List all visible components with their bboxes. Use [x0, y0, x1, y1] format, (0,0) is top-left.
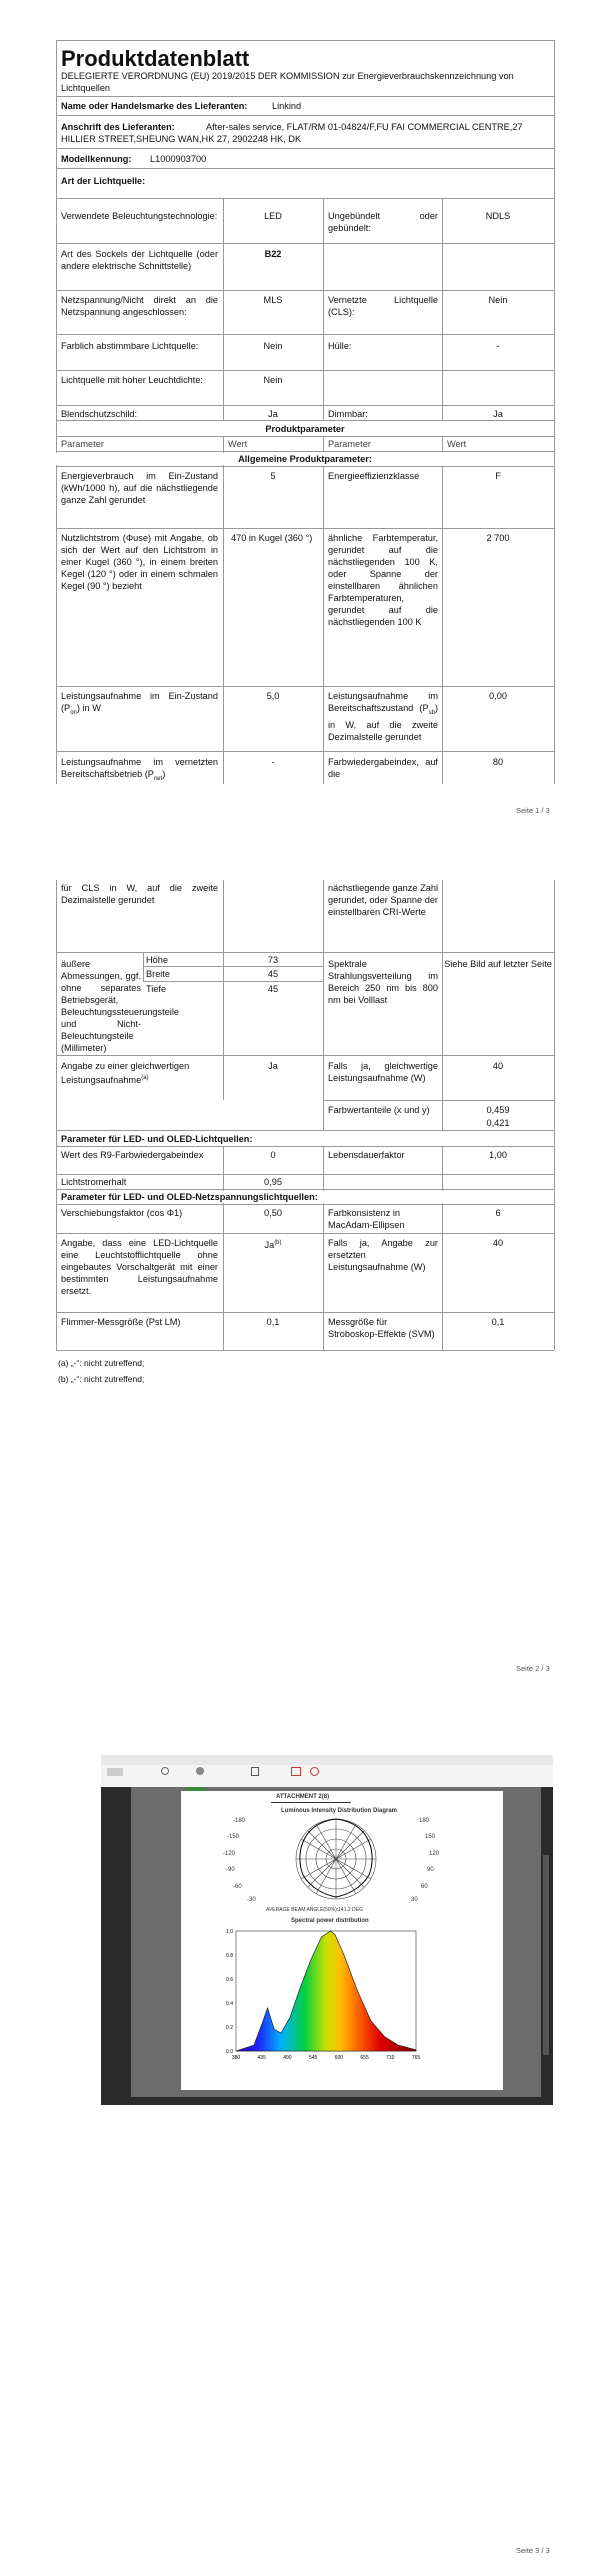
spd-y-tick: 0.2: [226, 2025, 233, 2031]
efficiency-value: F: [495, 471, 501, 481]
supplier-address: After-sales service, FLAT/RM 01-04824/F,FU FAI COMMERCIAL CENTRE,27 HILLIER STREET,SHEUNG WAN,HK 27, 2902248 HK, DK: [61, 122, 523, 144]
row-envelope-label: Hülle:: [328, 341, 352, 351]
spd-title: Spectral power distribution: [291, 1918, 369, 1924]
spd-x-tick: 710: [386, 2055, 395, 2061]
datasheet-page-1: [0, 0, 603, 836]
zoom-icon: [310, 1767, 319, 1776]
chroma-x: 0,459: [486, 1105, 510, 1115]
footnote-a: (a) „-“: nicht zutreffend;: [58, 1358, 145, 1368]
table-border-right: [554, 40, 555, 784]
strobo-label: Messgröße für Stroboskop-Effekte (SVM): [328, 1317, 435, 1339]
polar-left-tick-5: -30: [247, 1897, 256, 1903]
dims-label: äußere Abmessungen, ggf. ohne separates Betriebsgerät, Beleuchtungssteuerungsteile und Nicht-Beleuchtungsteile (Millimeter): [61, 959, 179, 1053]
col-parameter-1: Parameter: [61, 439, 104, 449]
light-type-header: Art der Lichtquelle:: [61, 176, 146, 186]
dim-depth-label: Tiefe: [146, 984, 167, 994]
page-title: Produktdatenblatt: [61, 46, 250, 71]
spd-x-tick: 435: [257, 2055, 266, 2061]
viewer-scrollbar[interactable]: [543, 1855, 549, 2055]
cri-label: Farbwiedergabeindex, auf die: [328, 757, 438, 779]
net-standby-label: Leistungsaufnahme im vernetzten Bereitschaftsbetrieb $(P_{net})$: [61, 757, 218, 782]
row-high-luminance-label: Lichtquelle mit hoher Leuchtdichte:: [61, 375, 203, 385]
lumen-label: Nutzlichtstrom (Φuse) mit Angabe, ob sich der Wert auf den Lichtstrom in einer Kugel (360 °), in einem breiten Kegel (120 °) oder in einem schmalen Kegel (90 °) bezieht: [61, 533, 218, 591]
spectral-value: Siehe Bild auf letzter Seite: [444, 959, 552, 969]
row-cls-label: Vernetzte Lichtquelle (CLS):: [328, 295, 438, 317]
datasheet-page-2: [0, 870, 603, 1690]
fluor-value: Ja$^{(b)}$: [264, 1240, 282, 1251]
spd-y-tick: 0.0: [226, 2049, 233, 2055]
dim-depth-value: 45: [267, 984, 279, 994]
row-socket-label: Art des Sockels der Lichtquelle (oder andere elektrische Schnittstelle): [61, 249, 218, 271]
equiv-label: Angabe zu einer gleichwertigen Leistungsaufnahme$^{(a)}$: [61, 1061, 190, 1086]
chroma-y: 0,421: [486, 1118, 510, 1128]
product-params-header: Produktparameter: [265, 424, 345, 434]
search-icon: [161, 1767, 169, 1775]
attachment-document: [181, 1791, 503, 2090]
col-parameter-2: Parameter: [328, 439, 371, 449]
power-on-label: Leistungsaufnahme im Ein-Zustand $(P_{on})$ in W: [61, 691, 218, 716]
row-glare-label: Blendschutzschild:: [61, 409, 138, 419]
efficiency-label: Energieeffizienzklasse: [328, 471, 420, 481]
polar-diagram: [251, 1815, 421, 1907]
cri-cont: nächstliegende ganze Zahl gerundet, oder Spanne der einstellbaren CRI-Werte: [328, 883, 438, 917]
page-number-3: Seite 3 / 3: [516, 2546, 550, 2555]
polar-left-tick-2: -120: [223, 1851, 236, 1857]
spd-y-tick: 1.0: [226, 1929, 233, 1935]
row-high-luminance-value: Nein: [263, 375, 283, 385]
cct-value: 2 700: [486, 533, 510, 543]
replace-value: 40: [492, 1238, 504, 1248]
polar-left-tick-1: -150: [227, 1834, 240, 1840]
page-number-1: Seite 1 / 3: [516, 806, 550, 815]
row-glare-value: Ja: [268, 409, 278, 419]
spd-y-tick: 0.6: [226, 1977, 233, 1983]
fluor-label: Angabe, dass eine LED-Lichtquelle eine Leuchtstofflichtquelle ohne eingebautes Vorschaltgerät mit einer bestimmten Leistungsaufnahme ersetzt.: [61, 1238, 218, 1296]
replace-label: Falls ja, Angabe zur ersetzten Leistungsaufnahme (W): [328, 1238, 438, 1272]
row-tunable-value: Nein: [263, 341, 283, 351]
standby-value: 0,00: [489, 691, 507, 701]
spd-y-tick: 0.4: [226, 2001, 233, 2007]
supplier-name-label: Name oder Handelsmarke des Lieferanten:: [61, 101, 248, 111]
dim-height-label: Höhe: [146, 955, 168, 965]
polar-right-tick-4: 60: [421, 1884, 428, 1890]
led-params-header: Parameter für LED- und OLED-Lichtquellen:: [61, 1134, 253, 1144]
r9-value: 0: [270, 1150, 276, 1160]
row-directional-label: Ungebündelt oder gebündelt:: [328, 211, 438, 233]
polar-caption: AVERAGE BEAM ANGLE(50%):141.2 DEG: [266, 1907, 363, 1913]
standby-label: Leistungsaufnahme im Bereitschaftszustand $(P_{sb})$ in W, auf die zweite Dezimalstelle gerundet: [328, 691, 438, 742]
cri-value: 80: [492, 757, 504, 767]
pf-value: 0,50: [264, 1208, 282, 1218]
row-mains-label: Netzspannung/Nicht direkt an die Netzspannung angeschlossen:: [61, 295, 218, 317]
dim-height-value: 73: [267, 955, 279, 965]
row-tech-label: Verwendete Beleuchtungstechnologie:: [61, 211, 218, 221]
power-on-value: 5,0: [266, 691, 280, 701]
col-value-1: Wert: [228, 439, 248, 449]
row-tech-value: LED: [264, 211, 282, 221]
life-label: Lebensdauerfaktor: [328, 1150, 405, 1160]
polar-right-tick-2: 120: [429, 1851, 440, 1857]
model-label: Modellkennung:: [61, 154, 132, 164]
supplier-address-label: Anschrift des Lieferanten:: [61, 122, 175, 132]
page-icon: [251, 1767, 259, 1776]
attachment-title: ATTACHMENT 2(8): [276, 1794, 330, 1800]
polar-right-tick-3: 90: [427, 1867, 434, 1873]
moon-icon: [196, 1767, 204, 1775]
regulation-text: DELEGIERTE VERORDNUNG (EU) 2019/2015 DER KOMMISSION zur Energieverbrauchskennzeichnung von Lichtquellen: [61, 71, 514, 93]
row-envelope-value: -: [496, 341, 500, 351]
strobo-value: 0,1: [491, 1317, 505, 1327]
page-number-2: Seite 2 / 3: [516, 1664, 550, 1673]
polar-right-tick-5: 30: [411, 1897, 418, 1903]
embedded-viewer-screenshot: [101, 1755, 553, 2105]
equiv-value: Ja: [268, 1061, 278, 1071]
row-cls-value: Nein: [488, 295, 508, 305]
row-directional-value: NDLS: [485, 211, 511, 221]
spd-x-tick: 600: [334, 2055, 344, 2061]
spd-x-tick: 545: [308, 2055, 318, 2061]
maint-label: Lichtstromerhalt: [61, 1177, 127, 1187]
table-border-top: [56, 40, 554, 41]
translate-icon: [291, 1767, 301, 1776]
flicker-label: Flimmer-Messgröße (Pst LM): [61, 1317, 181, 1327]
pf-label: Verschiebungsfaktor (cos Φ1): [61, 1208, 183, 1218]
consistency-label: Farbkonsistenz in MacAdam-Ellipsen: [328, 1208, 405, 1230]
spd-series-area: [236, 1931, 416, 2051]
row-dimmable-value: Ja: [493, 409, 503, 419]
row-tunable-label: Farblich abstimmbare Lichtquelle:: [61, 341, 199, 351]
table-border-left: [56, 40, 57, 784]
col-value-2: Wert: [447, 439, 467, 449]
model-value: L1000903700: [150, 154, 207, 164]
lumen-value: 470 in Kugel (360 °): [231, 533, 313, 543]
spd-plot-frame: [236, 1931, 416, 2051]
supplier-name: Linkind: [272, 101, 302, 111]
equiv-power-value: 40: [492, 1061, 504, 1071]
spd-y-tick: 0.8: [226, 1953, 233, 1959]
spectral-label: Spektrale Strahlungsverteilung im Bereich 250 nm bis 800 nm bei Volllast: [328, 959, 438, 1005]
polar-right-tick-1: 150: [425, 1834, 436, 1840]
r9-label: Wert des R9-Farbwiedergabeindex: [61, 1150, 204, 1160]
dim-width-value: 45: [267, 969, 279, 979]
chroma-label: Farbwertanteile (x und y): [328, 1105, 430, 1115]
equiv-power-label: Falls ja, gleichwertige Leistungsaufnahme (W): [328, 1061, 438, 1083]
row-mains-value: MLS: [263, 295, 283, 305]
energy-label: Energieverbrauch im Ein-Zustand (kWh/1000 h), auf die nächstliegende ganze Zahl gerundet: [61, 471, 218, 505]
spd-x-tick: 380: [231, 2055, 241, 2061]
general-params-header: Allgemeine Produktparameter:: [56, 453, 554, 465]
polar-left-tick-3: -90: [226, 1867, 235, 1873]
row-socket-value: B22: [264, 249, 282, 259]
net-standby-value: -: [271, 757, 275, 767]
consistency-value: 6: [495, 1208, 501, 1218]
energy-value: 5: [270, 471, 276, 481]
row-dimmable-label: Dimmbar:: [328, 409, 368, 419]
dim-width-label: Breite: [146, 969, 171, 979]
net-standby-cont: für CLS in W, auf die zweite Dezimalstelle gerundet: [61, 883, 218, 905]
flicker-value: 0,1: [266, 1317, 280, 1327]
footnote-b: (b) „-“: nicht zutreffend;: [58, 1374, 145, 1384]
spd-x-tick: 655: [360, 2055, 369, 2061]
life-value: 1,00: [489, 1150, 507, 1160]
viewer-toolbar: [101, 1755, 553, 1787]
polar-left-tick-0: -180: [233, 1818, 246, 1824]
mains-params-header: Parameter für LED- und OLED-Netzspannungslichtquellen:: [61, 1191, 541, 1203]
lid-title: Luminous Intensity Distribution Diagram: [281, 1808, 398, 1814]
spd-x-tick: 765: [411, 2055, 421, 2061]
polar-left-tick-4: -60: [233, 1884, 242, 1890]
cct-label: ähnliche Farbtemperatur, gerundet auf die nächstliegenden 100 K, oder Spanne der einstellbaren ähnlichen Farbtemperaturen, gerundet auf die nächstliegenden 100 K: [328, 533, 438, 627]
spd-x-tick: 490: [283, 2055, 292, 2061]
maint-value: 0,95: [264, 1177, 282, 1187]
polar-right-tick-0: 180: [419, 1818, 430, 1824]
